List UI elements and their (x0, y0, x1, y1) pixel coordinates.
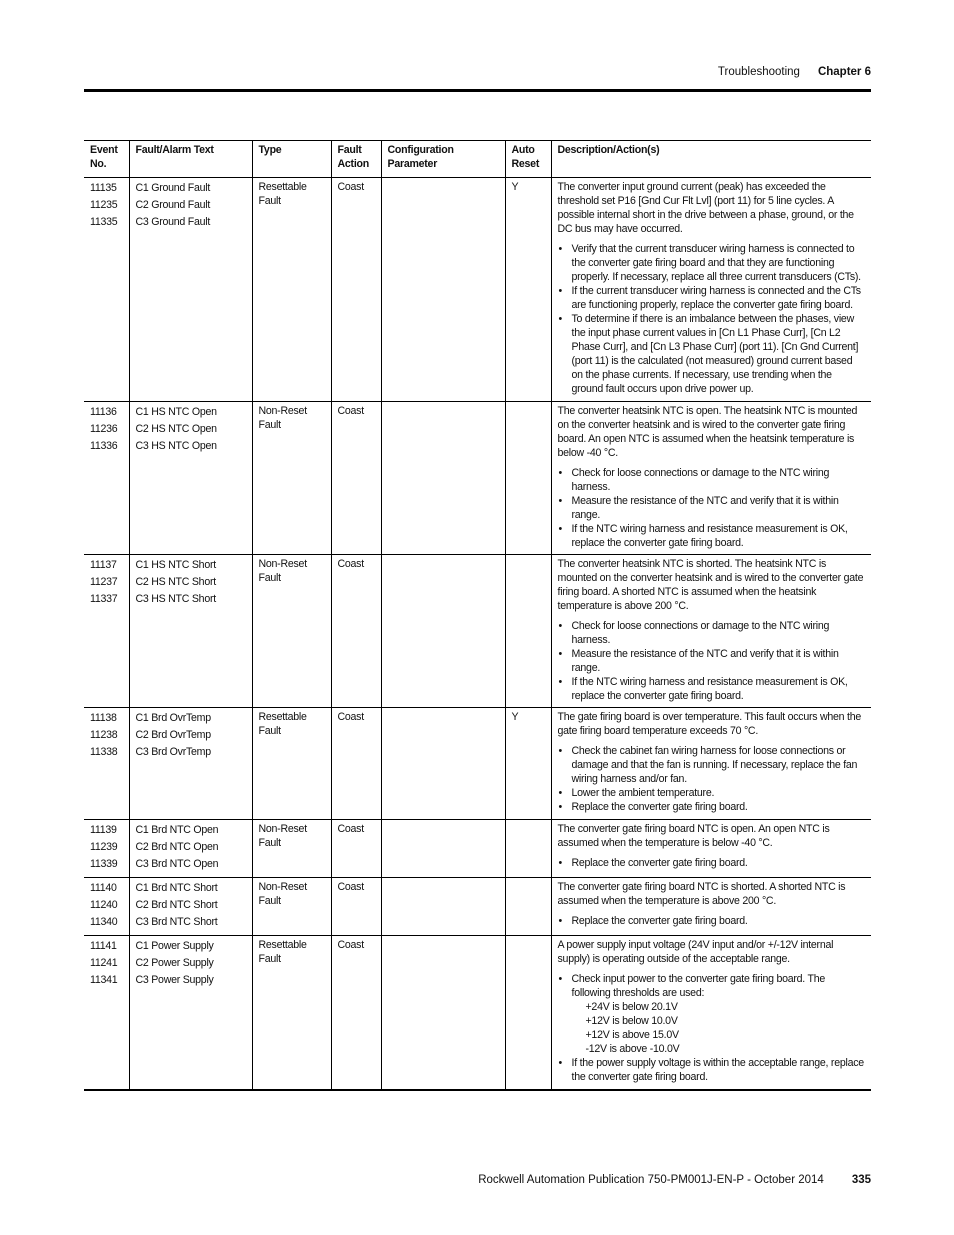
threshold-item: -12V is above -10.0V (585, 1043, 680, 1055)
fault-action: Coast (331, 708, 381, 820)
action-item: • If the power supply voltage is within the acceptable range, replace the converter gate firing board. (572, 1056, 866, 1084)
auto-reset (505, 555, 551, 708)
action-item: • Measure the resistance of the NTC and verify that it is within range. (572, 647, 866, 675)
fault-type: Resettable Fault (252, 178, 331, 402)
action-item: • Check for loose connections or damage to the NTC wiring harness. (572, 619, 866, 647)
description-intro: The converter heatsink NTC is shorted. The heatsink NTC is mounted on the converter heatsink and is wired to the converter gate firing board. A shorted NTC is assumed when the heatsink temperature is above 200 °C. (557, 558, 864, 612)
auto-reset: Y (505, 178, 551, 402)
col-action-header: Fault Action (331, 141, 381, 178)
header-section: Troubleshooting (717, 66, 800, 78)
description (551, 820, 871, 878)
description-intro: The converter gate firing board NTC is shorted. A shorted NTC is assumed when the temperature is above 200 °C. (557, 881, 846, 907)
fault-text: C1 HS NTC Short C2 HS NTC Short C3 HS NTC Short (129, 555, 252, 708)
fault-action: Coast (331, 820, 381, 878)
config-parameter (381, 178, 505, 402)
auto-reset (505, 878, 551, 936)
action-list (558, 856, 866, 870)
description-intro: A power supply input voltage (24V input and/or +/-12V internal supply) is operating outside of the acceptable range. (557, 939, 834, 965)
action-item: • Replace the converter gate firing board. (572, 800, 866, 814)
description-intro: The converter input ground current (peak) has exceeded the threshold set P16 [Gnd Cur Flt Lvl] (port 11) for 5 line cycles. A possible internal short in the drive between a phase, ground, or the DC bus may have occurred. (557, 181, 854, 235)
fault-text: C1 Brd OvrTemp C2 Brd OvrTemp C3 Brd OvrTemp (129, 708, 252, 820)
action-item: • To determine if there is an imbalance between the phases, view the input phase current values in [Cn L1 Phase Curr], [Cn L2 Phase Curr], and [Cn L3 Phase Curr] (port 11). [Cn Gnd Current] (port 11) is the calculated (not measured) ground current based on the phase currents. If necessary, use trending when the ground fault occurs upon drive power up. (572, 312, 866, 396)
config-parameter (381, 708, 505, 820)
description-intro: The converter heatsink NTC is open. The heatsink NTC is mounted on the converter heatsink and is wired to the converter gate firing board. An open NTC is assumed when the heatsink temperature is below -40 °C. (557, 405, 858, 459)
action-item: • If the NTC wiring harness and resistance measurement is OK, replace the converter gate firing board. (572, 675, 866, 703)
event-numbers: 11136 11236 11336 (84, 402, 129, 555)
description (551, 555, 871, 708)
table-row (84, 555, 871, 708)
description-intro: The converter gate firing board NTC is open. An open NTC is assumed when the temperature is below -40 °C. (557, 823, 830, 849)
publication-info: Rockwell Automation Publication 750-PM001J-EN-P - October 2014 (478, 1174, 824, 1186)
fault-type: Resettable Fault (252, 708, 331, 820)
action-list (558, 466, 866, 550)
page-number: 335 (851, 1174, 871, 1186)
col-desc-header: Description/Action(s) (551, 141, 871, 178)
col-text-header: Fault/Alarm Text (129, 141, 252, 178)
auto-reset (505, 936, 551, 1090)
fault-type: Non-Reset Fault (252, 820, 331, 878)
event-numbers: 11139 11239 11339 (84, 820, 129, 878)
fault-text: C1 Brd NTC Open C2 Brd NTC Open C3 Brd NTC Open (129, 820, 252, 878)
action-item: • Replace the converter gate firing board. (572, 914, 866, 928)
event-numbers: 11141 11241 11341 (84, 936, 129, 1090)
description (551, 878, 871, 936)
table-row (84, 402, 871, 555)
action-item: • Check the cabinet fan wiring harness for loose connections or damage and that the fan is running. If necessary, replace the fan wiring harness and/or fan. (572, 744, 866, 786)
threshold-item: +12V is above 15.0V (585, 1029, 679, 1041)
page-footer (84, 1174, 871, 1186)
config-parameter (381, 402, 505, 555)
fault-action: Coast (331, 178, 381, 402)
description (551, 402, 871, 555)
description-intro: The gate firing board is over temperature. This fault occurs when the gate firing board temperature exceeds 70 °C. (557, 711, 861, 737)
fault-text: C1 Brd NTC Short C2 Brd NTC Short C3 Brd NTC Short (129, 878, 252, 936)
event-numbers: 11140 11240 11340 (84, 878, 129, 936)
table-row (84, 820, 871, 878)
action-list (558, 619, 866, 703)
threshold-item: +24V is below 20.1V (585, 1001, 678, 1013)
auto-reset (505, 820, 551, 878)
fault-action: Coast (331, 878, 381, 936)
action-item: • If the NTC wiring harness and resistance measurement is OK, replace the converter gate firing board. (572, 522, 866, 550)
table-header-row (84, 141, 871, 178)
action-item: • Measure the resistance of the NTC and verify that it is within range. (572, 494, 866, 522)
fault-type: Resettable Fault (252, 936, 331, 1090)
action-item: • Check input power to the converter gate firing board. The following thresholds are used: +24V is below 20.1V +12V is below 10.0V +12V is above 15.0V -12V is above -10.0V (572, 972, 866, 1056)
page-header (84, 66, 871, 88)
auto-reset (505, 402, 551, 555)
fault-text: C1 Power Supply C2 Power Supply C3 Power Supply (129, 936, 252, 1090)
header-rule (84, 89, 871, 92)
header-chapter: Chapter 6 (817, 66, 871, 78)
table-row (84, 878, 871, 936)
fault-type: Non-Reset Fault (252, 878, 331, 936)
col-type-header: Type (252, 141, 331, 178)
col-auto-header: Auto Reset (505, 141, 551, 178)
fault-action: Coast (331, 555, 381, 708)
table-row (84, 178, 871, 402)
action-list (558, 972, 866, 1084)
threshold-item: +12V is below 10.0V (585, 1015, 678, 1027)
config-parameter (381, 820, 505, 878)
table-row (84, 936, 871, 1090)
description (551, 178, 871, 402)
config-parameter (381, 555, 505, 708)
fault-text: C1 HS NTC Open C2 HS NTC Open C3 HS NTC Open (129, 402, 252, 555)
config-parameter (381, 936, 505, 1090)
config-parameter (381, 878, 505, 936)
action-item: • Verify that the current transducer wiring harness is connected to the converter gate firing board and that they are functioning properly. If necessary, replace all three current transducers (CTs). (572, 242, 866, 284)
fault-type: Non-Reset Fault (252, 402, 331, 555)
action-item: • Lower the ambient temperature. (572, 786, 866, 800)
fault-action: Coast (331, 402, 381, 555)
fault-text: C1 Ground Fault C2 Ground Fault C3 Ground Fault (129, 178, 252, 402)
event-numbers: 11138 11238 11338 (84, 708, 129, 820)
col-event-header: Event No. (84, 141, 129, 178)
action-list (558, 242, 866, 396)
fault-table (84, 140, 871, 1091)
fault-action: Coast (331, 936, 381, 1090)
action-list (558, 914, 866, 928)
action-list (558, 744, 866, 814)
event-numbers: 11137 11237 11337 (84, 555, 129, 708)
description (551, 936, 871, 1090)
fault-type: Non-Reset Fault (252, 555, 331, 708)
event-numbers: 11135 11235 11335 (84, 178, 129, 402)
table-row (84, 708, 871, 820)
auto-reset: Y (505, 708, 551, 820)
action-item: • If the current transducer wiring harness is connected and the CTs are functioning properly, replace the converter gate firing board. (572, 284, 866, 312)
action-item: • Check for loose connections or damage to the NTC wiring harness. (572, 466, 866, 494)
action-item: • Replace the converter gate firing board. (572, 856, 866, 870)
col-config-header: Configuration Parameter (381, 141, 505, 178)
description (551, 708, 871, 820)
